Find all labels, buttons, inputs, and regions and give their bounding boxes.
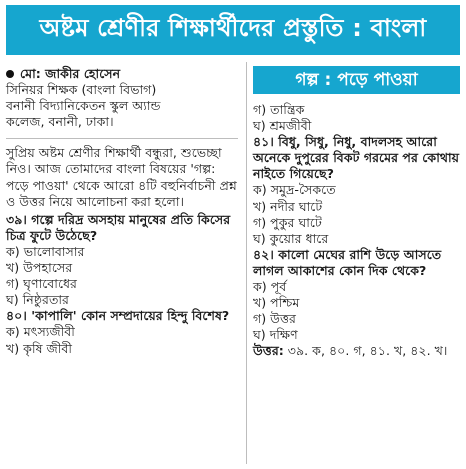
author-line: সিনিয়র শিক্ষক (বাংলা বিভাগ) <box>6 82 157 98</box>
story-title-box <box>253 66 460 94</box>
column-divider <box>246 62 247 464</box>
intro-text: সুপ্রিয় অষ্টম শ্রেণীর শিক্ষার্থী বন্ধুরা, শুভেচ্ছা নিও। আজ তোমাদের বাংলা বিষয়ের 'গল্প: পড়ে পাওয়া' থেকে আরো ৪টি বহুনির্বাচনী প্রশ্ন ও উত্তর নিয়ে আলোচনা করা হলো। <box>6 145 237 209</box>
author-name-row <box>6 66 238 82</box>
option: ঘ) দক্ষিণ <box>253 327 298 343</box>
divider <box>6 138 238 139</box>
right-column <box>253 66 460 360</box>
author-line: বনানী বিদ্যানিকেতন স্কুল অ্যান্ড <box>6 98 161 114</box>
answer-label: উত্তর: <box>253 343 284 359</box>
option: ঘ) কুয়োর ধারে <box>253 230 329 246</box>
question-41: ৪১। বিধু, সিধু, নিধু, বাদলসহ আরো অনেকে দুপুরের বিকট গরমের পর কোথায় নাইতে গিয়েছে? <box>253 134 460 182</box>
option: খ) পশ্চিম <box>253 295 300 311</box>
question-40: ৪০। 'কাপালি' কোন সম্প্রদায়ের হিন্দু বিশেষ? <box>6 308 230 324</box>
option: গ) তান্ত্রিক <box>253 102 305 117</box>
option: খ) উপহাসের <box>6 260 73 276</box>
option: গ) পুকুর ঘাটে <box>253 214 322 230</box>
banner-title: অষ্টম শ্রেণীর শিক্ষার্থীদের প্রস্তুতি : বাংলা <box>39 14 427 42</box>
option: ক) ভালোবাসার <box>6 243 85 259</box>
author-line: কলেজ, বনানী, ঢাকা। <box>6 114 114 130</box>
question-42: ৪২। কালো মেঘের রাশি উড়ে আসতে লাগল আকাশের কোন দিক থেকে? <box>253 246 442 278</box>
option: ঘ) শ্রমজীবী <box>253 118 312 134</box>
option: খ) কৃষি জীবী <box>6 340 73 356</box>
option: গ) ঘৃণাবোধের <box>6 276 77 292</box>
bullet-icon <box>6 70 14 78</box>
option: গ) উত্তর <box>253 311 296 327</box>
option: খ) নদীর ঘাটে <box>253 198 323 214</box>
option: ঘ) নিষ্ঠুরতার <box>6 292 69 308</box>
option: ক) পূর্ব <box>253 279 287 295</box>
story-title: গল্প : পড়ে পাওয়া <box>295 69 418 90</box>
question-39: ৩৯। গল্পে দরিদ্র অসহায় মানুষের প্রতি কিসের চিত্র ফুটে উঠেছে? <box>6 211 231 243</box>
left-column <box>6 66 238 357</box>
answer-text: ৩৯. ক, ৪০. গ, ৪১. খ, ৪২. খ। <box>287 343 448 359</box>
page-banner <box>6 5 460 55</box>
option: ক) মৎস্যজীবী <box>6 324 75 340</box>
author-name: মো: জাকীর হোসেন <box>20 66 121 81</box>
option: ক) সমুদ্র-সৈকতে <box>253 182 336 198</box>
answer-key <box>253 343 460 359</box>
